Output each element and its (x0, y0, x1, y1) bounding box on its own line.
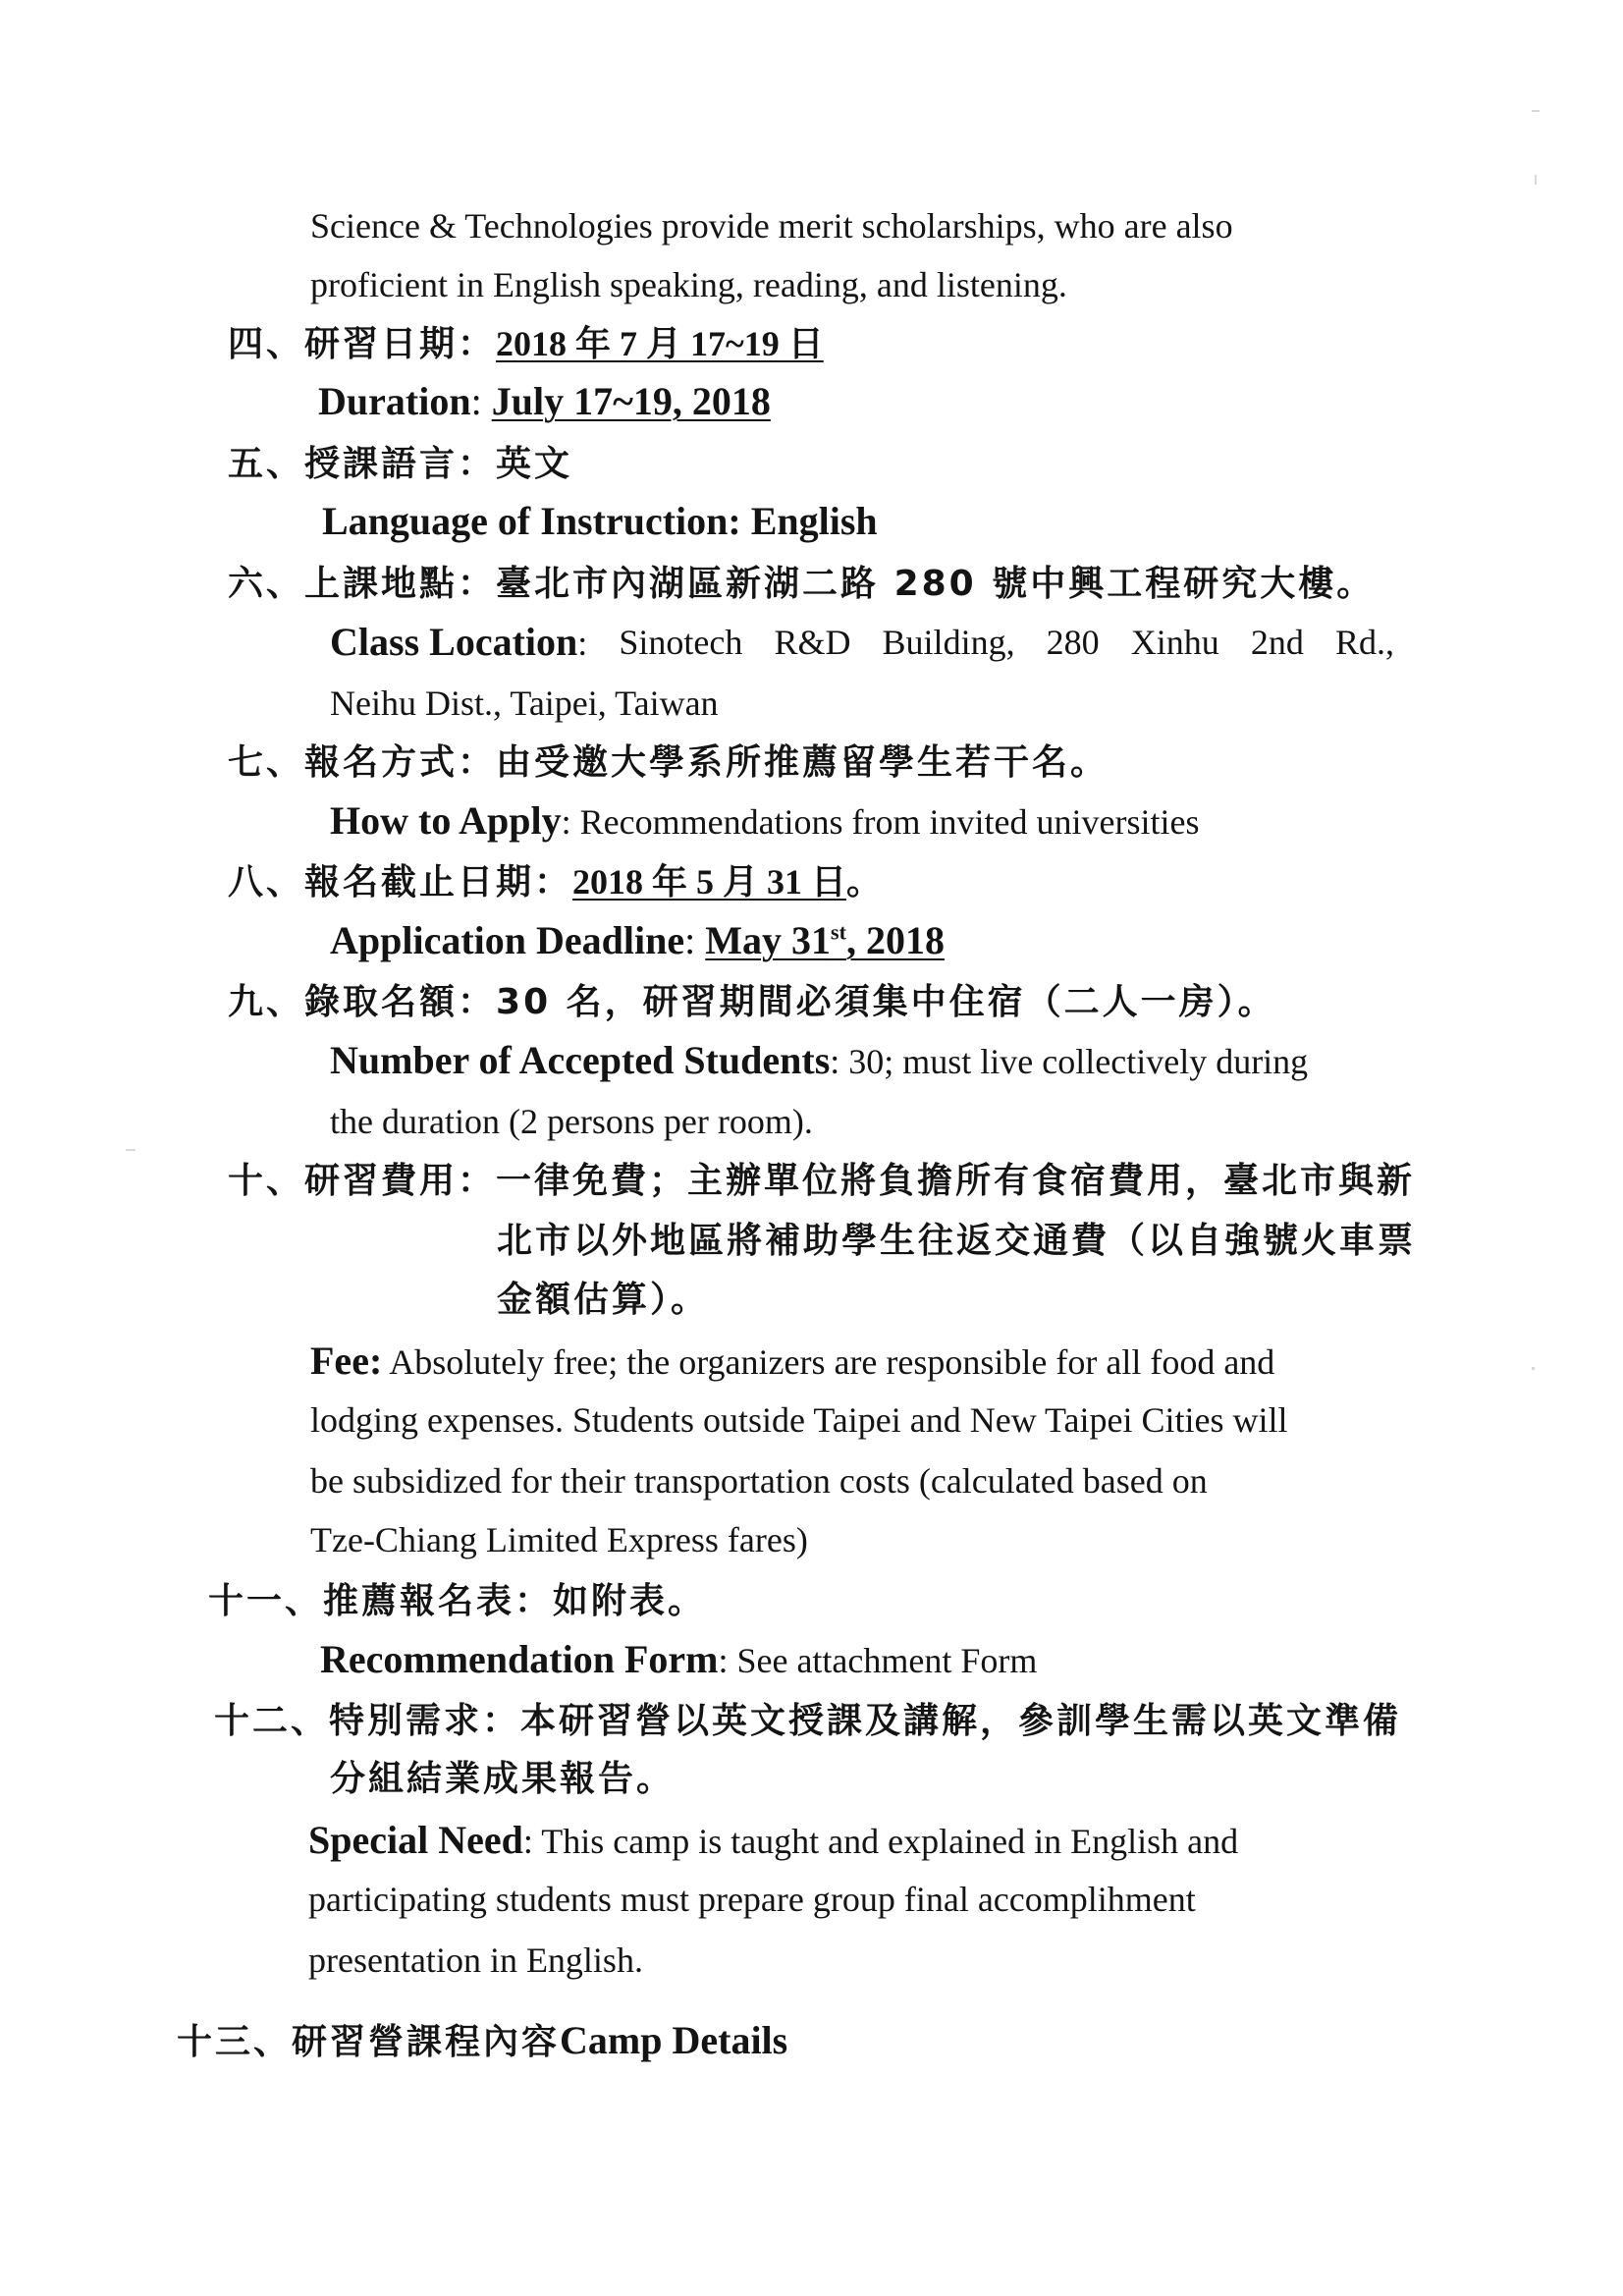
section-10-label: 研習費用： (304, 1161, 497, 1201)
location-word: Rd., (1334, 623, 1394, 662)
location-word: R&D (774, 623, 851, 662)
section-6-english-line-2: Neihu Dist., Taipei, Taiwan (330, 683, 719, 723)
location-word: Xinhu (1130, 623, 1219, 662)
section-11-english (320, 1636, 1037, 1684)
scan-speck (1532, 110, 1540, 112)
duration-colon: : (470, 379, 492, 423)
section-9-english-line-1 (330, 1037, 1308, 1085)
location-word: 2nd (1250, 623, 1304, 662)
scan-speck (1535, 175, 1537, 185)
duration-value: July 17~19, 2018 (491, 379, 771, 423)
section-12-label: 特別需求： (329, 1701, 521, 1741)
section-8-date-zh: 2018 年 5 月 31 日 (572, 862, 847, 902)
deadline-ordinal: st (831, 919, 846, 945)
section-6-english-line-1 (330, 619, 1394, 667)
section-10-english-line-1 (310, 1338, 1274, 1386)
section-11-heading (208, 1577, 706, 1625)
section-7-heading (228, 738, 1109, 787)
section-4-date-zh: 2018 年 7 月 17~19 日 (496, 324, 824, 363)
intro-line-2: proficient in English speaking, reading, and listening. (310, 265, 1067, 304)
section-8-english (330, 917, 945, 964)
how-to-apply-value: : Recommendations from invited universities (561, 802, 1200, 842)
section-6-number: 六、 (228, 564, 305, 604)
section-6-heading (228, 560, 1375, 608)
section-5-label: 授課語言： (304, 444, 497, 484)
section-8-number: 八、 (228, 862, 305, 902)
section-10-zh-line-2: 北市以外地區將補助學生往返交通費（以自強號火車票 (497, 1221, 1417, 1261)
section-6-value: 臺北市內湖區新湖二路 280 號中興工程研究大樓。 (496, 564, 1376, 604)
deadline-label: Application Deadline (330, 918, 685, 962)
class-location-label: Class Location (330, 620, 578, 664)
section-12-english-line-1 (308, 1817, 1238, 1865)
section-13-english: Camp Details (560, 2018, 788, 2062)
class-location-label-group (330, 619, 587, 667)
section-11-label: 推薦報名表： (323, 1581, 554, 1621)
special-need-value: : This camp is taught and explained in English and (522, 1822, 1239, 1861)
deadline-year: , 2018 (845, 918, 945, 962)
intro-line-1: Science & Technologies provide merit scholarships, who are also (310, 206, 1233, 246)
section-5-value: 英文 (496, 444, 573, 484)
section-12-zh-line-1: 本研習營以英文授課及講解，參訓學生需以英文準備 (520, 1701, 1402, 1741)
section-7-english (330, 797, 1200, 846)
section-13-label: 研習營課程內容 (292, 2022, 561, 2062)
section-5-heading (228, 440, 572, 488)
section-4-label: 研習日期： (304, 324, 497, 364)
location-word: Sinotech (619, 623, 743, 662)
section-5-english: Language of Instruction: English (322, 499, 878, 543)
recommendation-form-label: Recommendation Form (320, 1637, 719, 1681)
duration-label: Duration (318, 379, 471, 423)
section-6-label: 上課地點： (304, 564, 497, 604)
section-4-heading (228, 320, 824, 368)
scan-speck (126, 1149, 135, 1151)
section-10-english-line-3: be subsidized for their transportation costs (calculated based on (310, 1461, 1208, 1501)
deadline-colon: : (684, 918, 706, 962)
location-word: 280 (1046, 623, 1100, 662)
section-8-label: 報名截止日期： (304, 862, 573, 902)
deadline-month: May 31 (705, 918, 832, 962)
recommendation-form-value: : See attachment Form (718, 1641, 1038, 1680)
class-location-colon: : (577, 624, 588, 663)
section-10-english-line-2: lodging expenses. Students outside Taipei and New Taipei Cities will (310, 1400, 1288, 1440)
section-8-heading (228, 858, 885, 906)
section-13-heading (177, 2017, 787, 2066)
section-7-label: 報名方式： (304, 742, 497, 783)
accepted-students-value: : 30; must live collectively during (830, 1042, 1309, 1081)
section-7-number: 七、 (228, 742, 305, 783)
section-4-english (318, 378, 771, 425)
scan-speck (1532, 1367, 1535, 1370)
section-9-number: 九、 (228, 982, 305, 1022)
deadline-value (705, 918, 945, 962)
section-9-english-line-2: the duration (2 persons per room). (330, 1102, 813, 1141)
section-10-zh-line-3: 金額估算）。 (497, 1280, 710, 1320)
section-12-english-line-3: presentation in English. (308, 1941, 643, 1980)
section-9-label: 錄取名額： (304, 982, 497, 1022)
section-13-number: 十三、 (177, 2022, 293, 2062)
section-10-english-line-4: Tze-Chiang Limited Express fares) (310, 1520, 808, 1559)
fee-label: Fee: (310, 1339, 383, 1383)
section-12-english-line-2: participating students must prepare group final accomplihment (308, 1880, 1196, 1919)
section-5-number: 五、 (228, 444, 305, 484)
section-4-number: 四、 (228, 324, 305, 364)
section-10-heading (228, 1157, 1415, 1205)
section-10-number: 十、 (228, 1161, 305, 1201)
section-11-value: 如附表。 (553, 1581, 707, 1621)
section-11-number: 十一、 (208, 1581, 324, 1621)
how-to-apply-label: How to Apply (330, 798, 562, 843)
section-7-value: 由受邀大學系所推薦留學生若干名。 (496, 742, 1109, 783)
section-12-number: 十二、 (214, 1701, 330, 1741)
section-12-heading (214, 1697, 1401, 1745)
location-word: Building, (882, 623, 1015, 662)
accepted-students-label: Number of Accepted Students (330, 1038, 831, 1082)
section-9-value: 30 名，研習期間必須集中住宿（二人一房）。 (496, 982, 1276, 1022)
section-12-zh-line-2: 分組結業成果報告。 (330, 1759, 676, 1799)
section-8-period: 。 (846, 862, 886, 902)
fee-value: Absolutely free; the organizers are responsible for all food and (382, 1342, 1275, 1382)
special-need-label: Special Need (308, 1818, 523, 1862)
section-10-zh-line-1: 一律免費；主辦單位將負擔所有食宿費用，臺北市與新 (496, 1161, 1416, 1201)
section-9-heading (228, 978, 1276, 1026)
